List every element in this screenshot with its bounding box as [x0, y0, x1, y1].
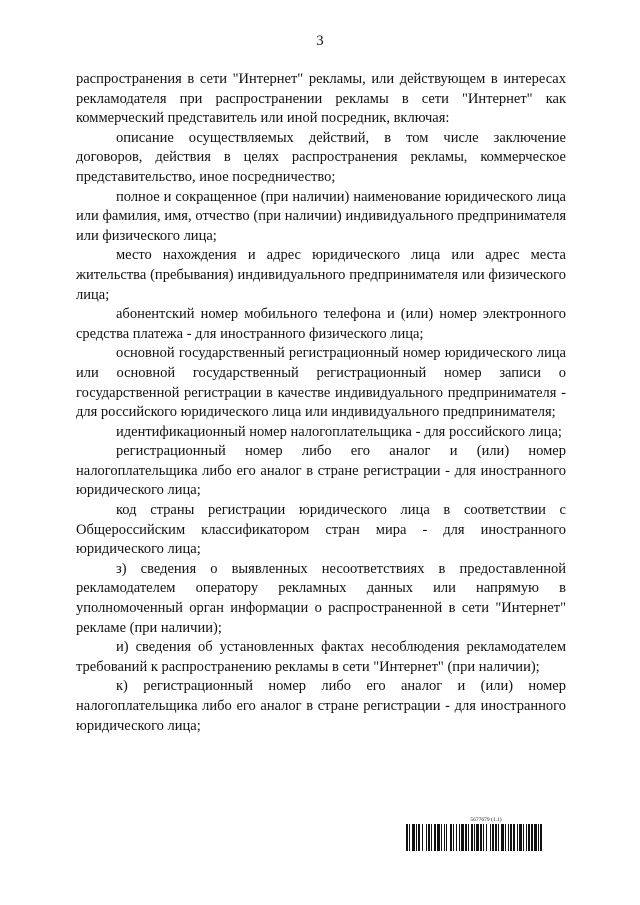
paragraph-ogrn: основной государственный регистрационный номер юридического лица или основной государственный регистрационный номер записи о государственной регистрации в качестве индивидуального предпринимателя - для российского юридического лица или индивидуального предпринимателя;: [76, 345, 566, 421]
paragraph-item-i: и) сведения об установленных фактах несоблюдения рекламодателем требований к распространению рекламы в сети "Интернет" (при наличии);: [76, 639, 566, 675]
page-number: 3: [316, 33, 324, 49]
paragraph-phone-number: абонентский номер мобильного телефона и (или) номер электронного средства платежа - для иностранного физического лица;: [76, 306, 566, 342]
paragraph-inn: идентификационный номер налогоплательщика - для российского лица;: [116, 423, 562, 440]
paragraph-registration-number: регистрационный номер либо его аналог и (или) номер налогоплательщика либо его аналог в стране регистрации - для иностранного юридического лица;: [76, 443, 566, 499]
paragraph-activity-description: описание осуществляемых действий, в том числе заключение договоров, действия в целях распространения рекламы, коммерческое представительство, иное посредничество;: [76, 129, 566, 185]
paragraph-continuation: распространения в сети "Интернет" рекламы, или действующем в интересах рекламодателя при распространении рекламы в сети "Интернет" как коммерческий представитель или иной посредник, включая:: [76, 71, 566, 127]
paragraph-address: место нахождения и адрес юридического лица или адрес места жительства (пребывания) индивидуального предпринимателя или физического лица;: [76, 247, 566, 303]
barcode-caption: 5677679 (1.1): [470, 817, 502, 823]
document-body: [76, 70, 566, 736]
paragraph-item-k: к) регистрационный номер либо его аналог и (или) номер налогоплательщика либо его аналог в стране регистрации - для иностранного юридического лица;: [76, 678, 566, 734]
document-barcode: [406, 817, 566, 853]
barcode-icon: [406, 824, 566, 851]
paragraph-country-code: код страны регистрации юридического лица в соответствии с Общероссийским классификатором стран мира - для иностранного юридического лица;: [76, 502, 566, 558]
paragraph-full-name: полное и сокращенное (при наличии) наименование юридического лица или фамилия, имя, отчество (при наличии) индивидуального предпринимателя или физического лица;: [76, 188, 566, 244]
paragraph-item-z: з) сведения о выявленных несоответствиях в предоставленной рекламодателем оператору рекламных данных или напрямую в уполномоченный орган информации о распространенной в сети "Интернет" рекламе (при наличии);: [76, 560, 566, 636]
